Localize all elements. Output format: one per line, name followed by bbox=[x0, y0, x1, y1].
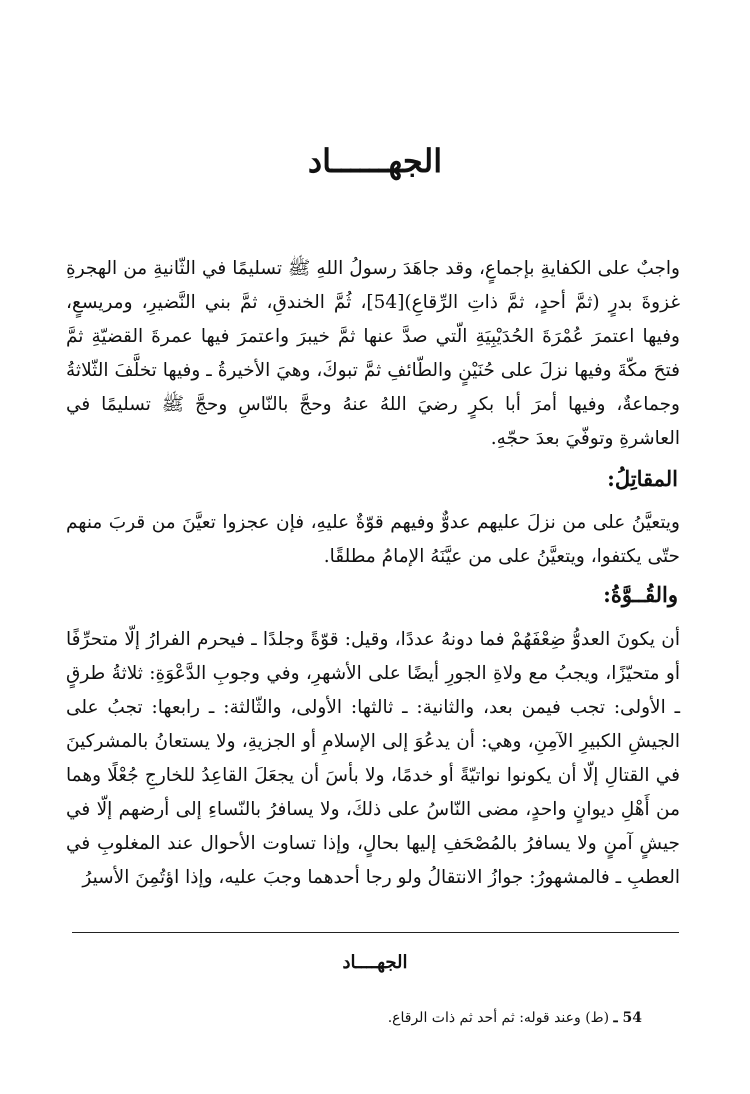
footnote-text: (ط) وعند قوله: ثم أحد ثم ذات الرقاع. bbox=[387, 1010, 610, 1026]
footnote bbox=[388, 1010, 642, 1026]
fighters-paragraph: ويتعيَّنُ على من نزلَ عليهم عدوٌّ وفيهم قوّةٌ عليهِ، فإن عجزوا تعيَّنَ من قربَ منهم حتّى يكتفوا، ويتعيَّنُ على من عيَّنَهُ الإمامُ مطلقًا. bbox=[66, 512, 680, 567]
intro-paragraph: واجبٌ على الكفايةِ بإجماعٍ، وقد جاهَدَ رسولُ اللهِ ﷺ تسليمًا في الثّانيةِ من الهجرةِ غزوةَ بدرٍ (ثمَّ أحدٍ، ثمَّ ذاتِ الرِّقاعِ)[54]، ثُمَّ الخندقِ، ثمَّ بني النَّضيرِ، ومريسعٍ، وفيها اعتمرَ عُمْرَةَ الحُدَيْبِيَةِ الّتي صدَّ عنها ثمَّ خيبرَ واعتمرَ فيها عمرةَ القضيّةِ ثمَّ فتحَ مكّةَ وفيها نزلَ على حُنَيْنٍ والطّائفِ ثمَّ تبوكَ، وهيَ الأخيرةُ ـ وفيها تخلَّفَ الثّلاثةُ وجماعةٌ، وفيها أمرَ أبا بكرٍ رضيَ اللهُ عنهُ وحجَّ بالنّاسِ وحجَّ ﷺ تسليمًا في العاشرةِ وتوفّيَ بعدَ حجّهِ. bbox=[66, 258, 680, 449]
footnote-number: 54 ـ bbox=[613, 1010, 642, 1026]
running-title: الجهــــاد bbox=[342, 952, 408, 973]
chapter-title: الجهــــــاد bbox=[307, 142, 443, 180]
footnote-divider bbox=[72, 932, 679, 933]
fighters-heading: المقاتِلُ: bbox=[607, 466, 678, 491]
strength-heading: والقُــوَّةُ: bbox=[603, 582, 678, 607]
strength-paragraph: أن يكونَ العدوُّ ضِعْفَهُمْ فما دونهُ عددًا، وقيل: قوّةً وجلدًا ـ فيحرم الفرارُ إلّا متحرِّفًا أو متحيّزًا، ويجبُ مع ولاةِ الجورِ أيضًا على الأشهرِ، وفي وجوبِ الدَّعْوَةِ: ثلاثةُ طرقٍ ـ الأولى: تجب فيمن بعد، والثانية: ـ ثالثها: الأولى، والثّالثة: ـ رابعها: تجبُ على الجيشِ الكبيرِ الآمِنِ، وهي: أن يدعُوَ إلى الإسلامِ أو الجزيةِ، ولا يستعانُ بالمشركينَ في القتالِ إلّا أن يكونوا نواتيّةً أو خدمًا، ولا بأسَ أن يجعَلَ القاعِدُ للخارجِ جُعْلًا وهما من أَهْلِ ديوانٍ واحدٍ، مضى النّاسُ على ذلكَ، ولا يسافرُ بالنّساءِ إلى أرضهم إلّا في جيشٍ آمنٍ ولا يسافرُ بالمُصْحَفِ إليها بحالٍ، وإذا تساوت الأحوال عند المغلوبِ في العطبِ ـ فالمشهورُ: جوازُ الانتقالُ ولو رجا أحدهما وجبَ عليه، وإذا اؤتُمِنَ الأسيرُ bbox=[66, 629, 680, 888]
